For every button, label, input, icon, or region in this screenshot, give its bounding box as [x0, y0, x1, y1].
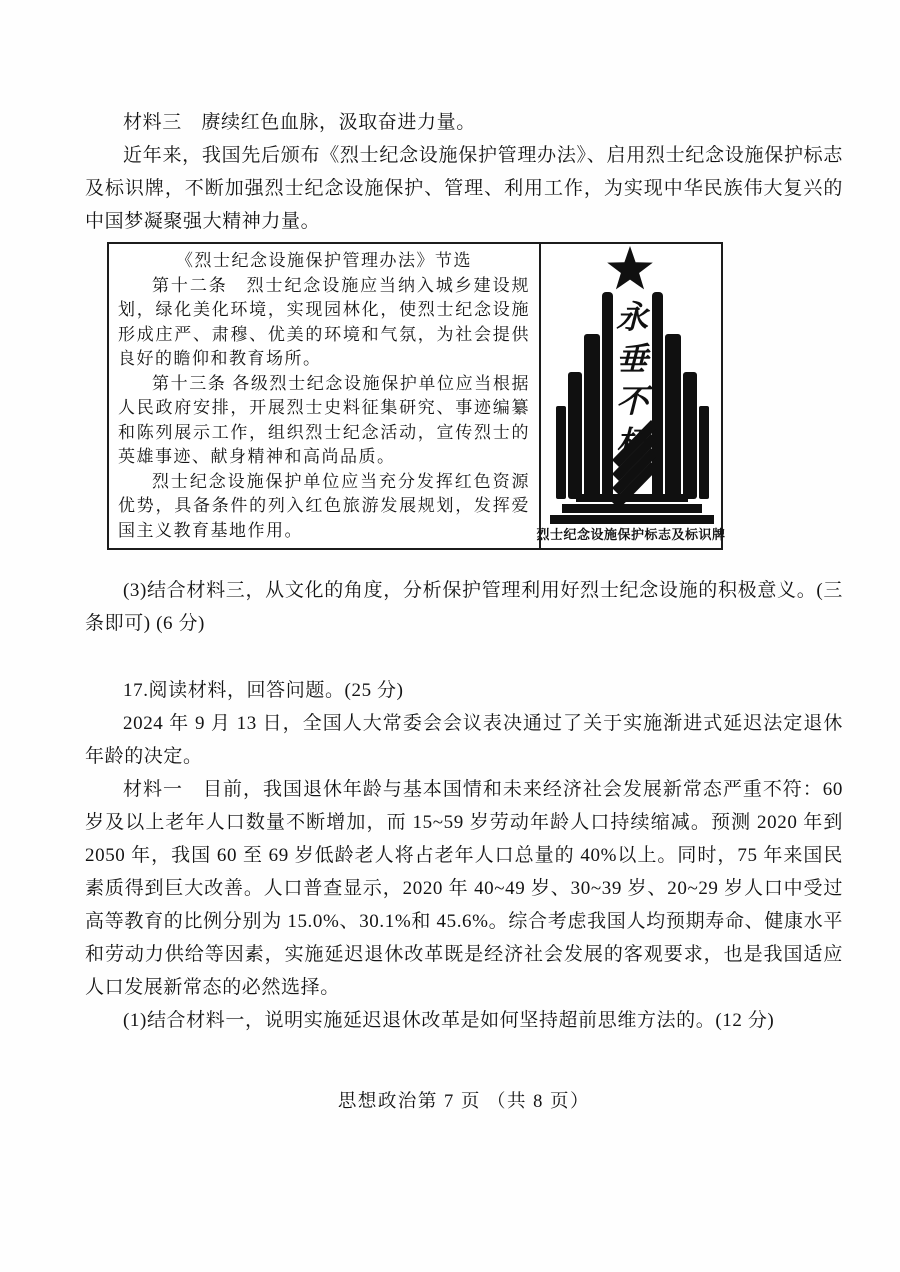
material3-heading: 材料三 赓续红色血脉，汲取奋进力量。 [123, 112, 476, 133]
regulation-excerpt-box [107, 242, 726, 550]
question-16-3: (3)结合材料三，从文化的角度，分析保护管理利用好烈士纪念设施的积极意义。(三条即可) (6 分) [85, 580, 843, 634]
regulation-title: 《烈士纪念设施保护管理办法》节选 [176, 251, 472, 270]
regulation-article-13: 第十三条 各级烈士纪念设施保护单位应当根据人民政府安排，开展烈士史料征集研究、事迹编纂和陈列展示工作，组织烈士纪念活动，宣传烈士的英雄事迹、献身精神和高尚品质。 [118, 373, 530, 466]
question-17-1: (1)结合材料一，说明实施延迟退休改革是如何坚持超前思维方法的。(12 分) [123, 1010, 775, 1031]
svg-text:永: 永 [615, 299, 649, 335]
regulation-paragraph-3: 烈士纪念设施保护单位应当充分发挥红色资源优势，具备条件的列入红色旅游发展规划，发挥爱国主义教育基地作用。 [118, 471, 530, 540]
monument-illustration [542, 244, 720, 524]
regulation-text-cell [109, 244, 539, 548]
star-icon [607, 246, 653, 289]
monument-image-cell [536, 244, 726, 548]
monument-caption: 烈士纪念设施保护标志及标识牌 [536, 527, 726, 542]
question-17-stem: 17.阅读材料，回答问题。(25 分) [123, 680, 404, 701]
question-17-intro: 2024 年 9 月 13 日，全国人大常委会会议表决通过了关于实施渐进式延迟法定退休年龄的决定。 [85, 713, 843, 767]
svg-text:朽: 朽 [615, 425, 649, 461]
svg-text:不: 不 [615, 383, 649, 419]
material3-paragraph: 近年来，我国先后颁布《烈士纪念设施保护管理办法》、启用烈士纪念设施保护标志及标识牌，不断加强烈士纪念设施保护、管理、利用工作，为实现中华民族伟大复兴的中国梦凝聚强大精神力量。 [85, 145, 843, 232]
regulation-article-12: 第十二条 烈士纪念设施应当纳入城乡建设规划，绿化美化环境，实现园林化，使烈士纪念设施形成庄严、肃穆、优美的环境和气氛，为社会提供良好的瞻仰和教育场所。 [118, 275, 530, 368]
page-footer: 思想政治第 7 页 （共 8 页） [337, 1092, 591, 1112]
svg-text:垂: 垂 [615, 341, 649, 377]
material1-paragraph: 材料一 目前，我国退休年龄与基本国情和未来经济社会发展新常态严重不符：60 岁及以上老年人口数量不断增加，而 15~59 岁劳动年龄人口持续缩减。预测 2020 年到 2050 年，我国 60 至 69 岁低龄老人将占老年人口总量的 40%以上。同时，75 年来国民素质得到巨大改善。人口普查显示，2020 年 40~49 岁、30~39 岁、20~29 岁人口中受过高等教育的比例分别为 15.0%、30.1%和 45.6%。综合考虑我国人均预期寿命、健康水平和劳动力供给等因素，实施延迟退休改革既是经济社会发展的客观要求，也是我国适应人口发展新常态的必然选择。 [85, 779, 843, 998]
